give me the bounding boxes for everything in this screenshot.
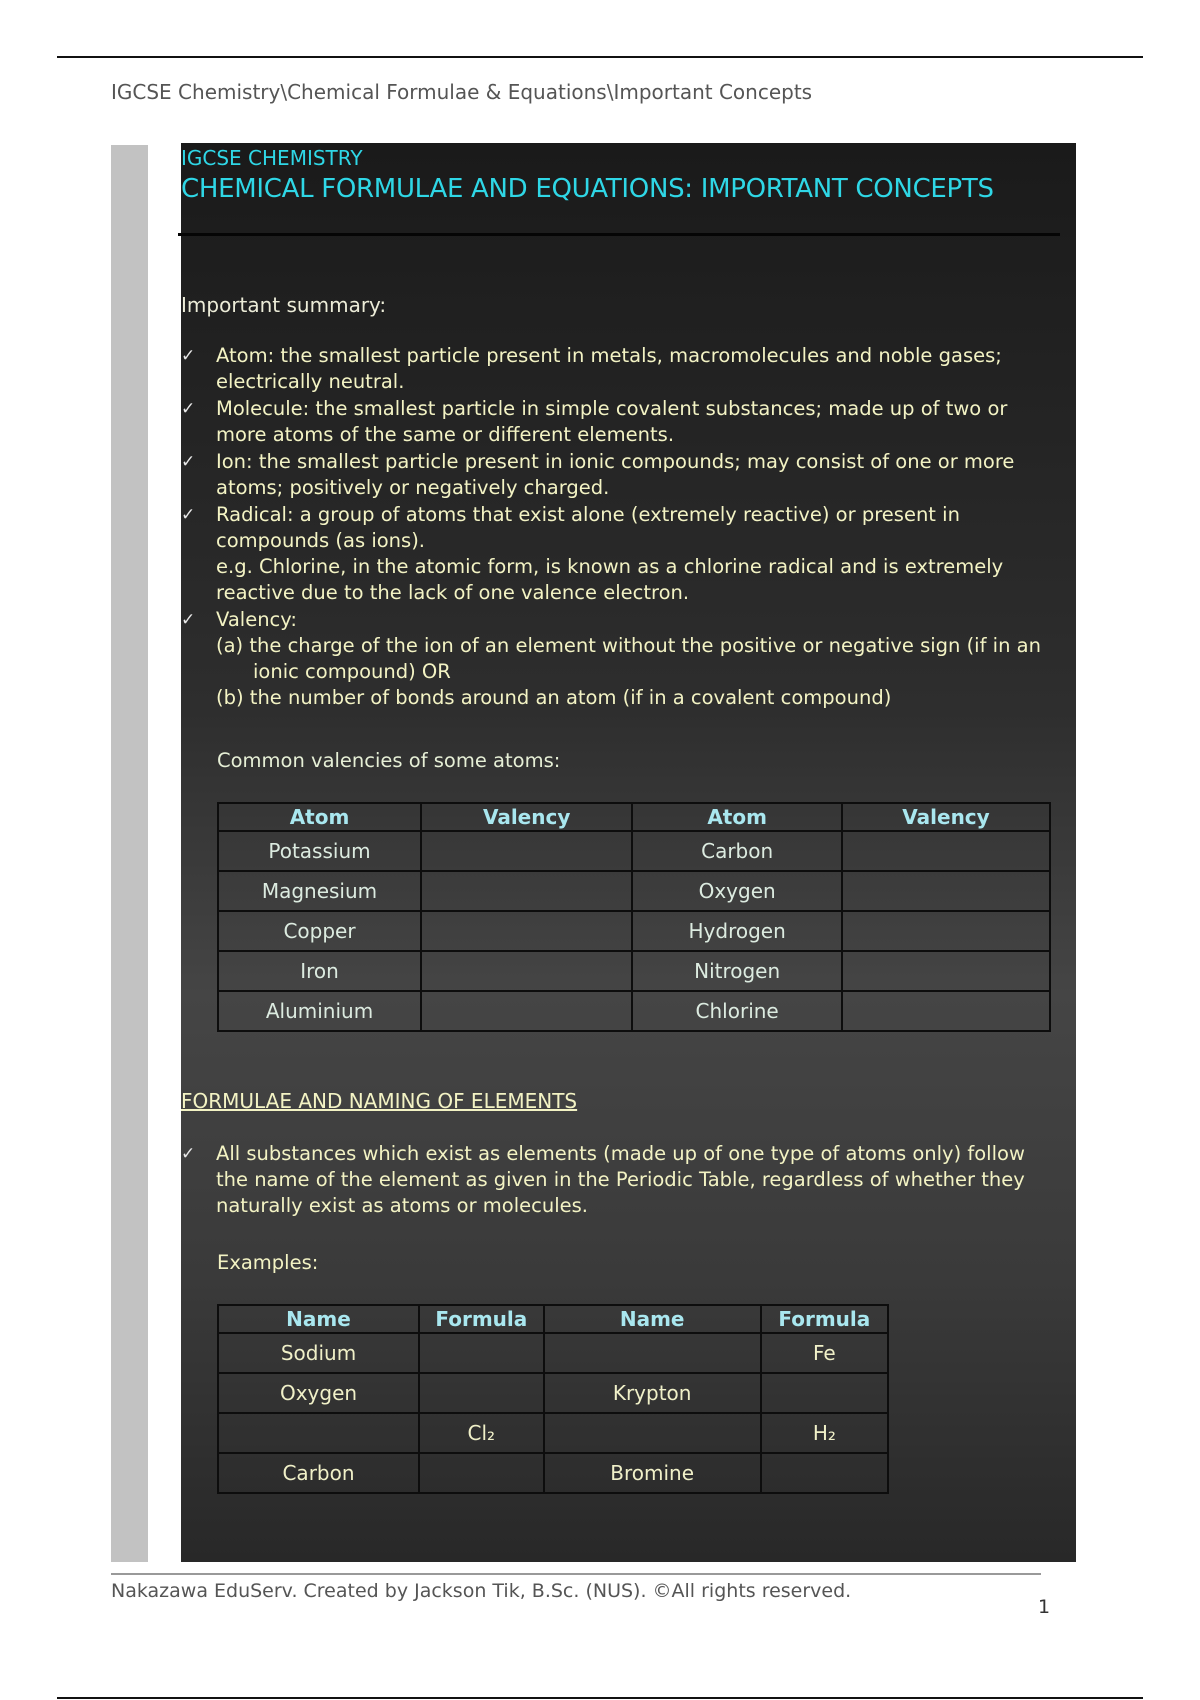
table-cell: Chlorine — [632, 991, 842, 1031]
table-row — [218, 1453, 888, 1493]
table-cell — [421, 911, 632, 951]
col-header: Formula — [761, 1305, 888, 1333]
table-cell — [842, 991, 1050, 1031]
table-row — [218, 831, 1050, 871]
table-cell: Potassium — [218, 831, 421, 871]
table-cell — [218, 1413, 419, 1453]
page-title: CHEMICAL FORMULAE AND EQUATIONS: IMPORTANT CONCEPTS — [181, 174, 994, 204]
table-cell — [419, 1333, 544, 1373]
table-cell — [544, 1333, 761, 1373]
table-row — [218, 1373, 888, 1413]
table-row — [218, 871, 1050, 911]
table-cell — [761, 1453, 888, 1493]
list-item-ion — [181, 449, 1061, 501]
content-panel — [181, 143, 1076, 1562]
table-row — [218, 991, 1050, 1031]
list-item-molecule — [181, 396, 1061, 448]
check-icon: ✓ — [181, 399, 196, 419]
valency-table — [217, 802, 1051, 1032]
check-icon: ✓ — [181, 1144, 196, 1164]
table-row — [218, 951, 1050, 991]
table-cell: Oxygen — [218, 1373, 419, 1413]
table-cell: Nitrogen — [632, 951, 842, 991]
col-header: Atom — [218, 803, 421, 831]
valency-b: (b) the number of bonds around an atom (if in a covalent compound) — [216, 686, 892, 709]
atom-text: Atom: the smallest particle present in metals, macromolecules and noble gases; electrically neutral. — [216, 344, 1002, 393]
table-cell — [421, 991, 632, 1031]
check-icon: ✓ — [181, 505, 196, 525]
summary-list — [181, 343, 1061, 712]
elements-text: All substances which exist as elements (made up of one type of atoms only) follow the name of the element as given in the Periodic Table, regardless of whether they naturally exist as atoms or molecules. — [216, 1142, 1025, 1217]
table-cell — [842, 911, 1050, 951]
bottom-rule — [57, 1697, 1143, 1699]
table-cell — [421, 871, 632, 911]
examples-table — [217, 1304, 889, 1494]
table-cell: Oxygen — [632, 871, 842, 911]
summary-heading: Important summary: — [181, 293, 387, 317]
col-header: Atom — [632, 803, 842, 831]
table-cell: Carbon — [632, 831, 842, 871]
sidebar-bar — [111, 145, 148, 1562]
list-item-valency — [181, 607, 1061, 711]
list-item-elements — [181, 1141, 1061, 1219]
table-row — [218, 911, 1050, 951]
list-item-radical — [181, 502, 1061, 606]
check-icon: ✓ — [181, 346, 196, 366]
table-cell: Fe — [761, 1333, 888, 1373]
table-cell — [544, 1413, 761, 1453]
table-cell: Magnesium — [218, 871, 421, 911]
title-rule — [178, 233, 1060, 236]
table-cell: H₂ — [761, 1413, 888, 1453]
elements-point — [181, 1141, 1061, 1220]
list-item-atom — [181, 343, 1061, 395]
table-cell: Cl₂ — [419, 1413, 544, 1453]
table-cell — [842, 951, 1050, 991]
page-number: 1 — [1038, 1596, 1051, 1618]
table-cell: Iron — [218, 951, 421, 991]
common-valencies-label: Common valencies of some atoms: — [217, 749, 561, 772]
subtitle: IGCSE CHEMISTRY — [181, 146, 363, 170]
table-cell — [842, 831, 1050, 871]
table-cell — [842, 871, 1050, 911]
table-cell: Sodium — [218, 1333, 419, 1373]
breadcrumb: IGCSE Chemistry\Chemical Formulae & Equations\Important Concepts — [111, 80, 813, 104]
table-cell: Carbon — [218, 1453, 419, 1493]
valency-a: (a) the charge of the ion of an element without the positive or negative sign (if in an ionic compound) OR — [216, 634, 1041, 683]
col-header: Formula — [419, 1305, 544, 1333]
footer-rule — [111, 1573, 1041, 1575]
footer-text: Nakazawa EduServ. Created by Jackson Tik, B.Sc. (NUS). ©All rights reserved. — [111, 1580, 852, 1602]
ion-text: Ion: the smallest particle present in ionic compounds; may consist of one or more atoms; positively or negatively charged. — [216, 450, 1015, 499]
molecule-text: Molecule: the smallest particle in simple covalent substances; made up of two or more atoms of the same or different elements. — [216, 397, 1008, 446]
table-cell: Hydrogen — [632, 911, 842, 951]
table-cell: Krypton — [544, 1373, 761, 1413]
table-cell: Bromine — [544, 1453, 761, 1493]
col-header: Valency — [421, 803, 632, 831]
section-title: FORMULAE AND NAMING OF ELEMENTS — [181, 1089, 578, 1113]
table-cell — [419, 1373, 544, 1413]
radical-example: e.g. Chlorine, in the atomic form, is known as a chlorine radical and is extremely reactive due to the lack of one valence electron. — [216, 555, 1004, 604]
examples-label: Examples: — [217, 1251, 319, 1274]
table-cell — [761, 1373, 888, 1413]
check-icon: ✓ — [181, 452, 196, 472]
check-icon: ✓ — [181, 610, 196, 630]
table-cell: Copper — [218, 911, 421, 951]
table-cell — [419, 1453, 544, 1493]
col-header: Valency — [842, 803, 1050, 831]
table-cell: Aluminium — [218, 991, 421, 1031]
table-row — [218, 1413, 888, 1453]
col-header: Name — [544, 1305, 761, 1333]
table-cell — [421, 951, 632, 991]
table-cell — [421, 831, 632, 871]
col-header: Name — [218, 1305, 419, 1333]
table-row — [218, 1333, 888, 1373]
valency-text: Valency: — [216, 608, 297, 631]
top-rule — [57, 56, 1143, 58]
radical-text: Radical: a group of atoms that exist alone (extremely reactive) or present in compounds (as ions). — [216, 503, 960, 552]
